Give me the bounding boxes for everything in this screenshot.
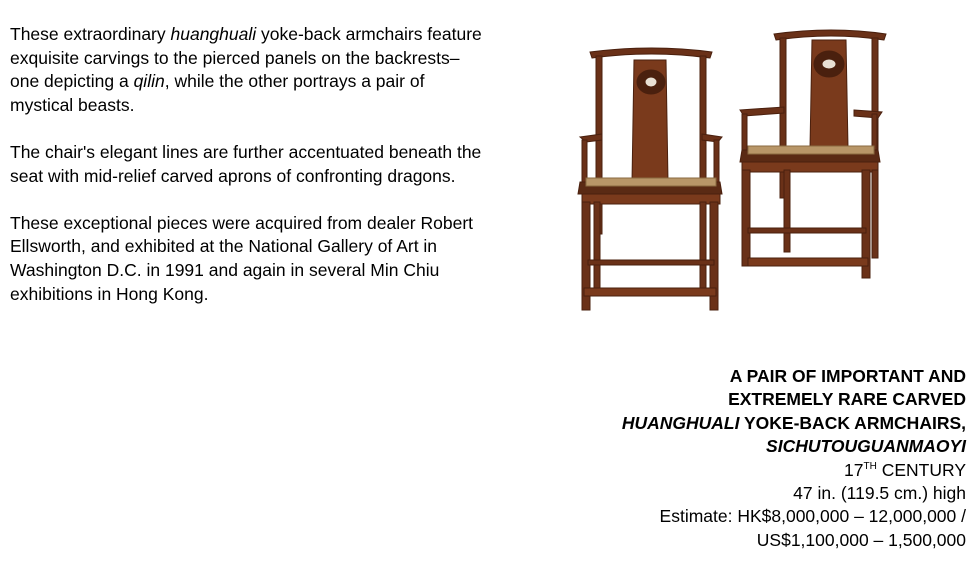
p1-text-middle: yoke-back armchairs feature exquisite carvings to the pierced panels on the backrests– one depicting a bbox=[10, 24, 482, 92]
caption-century bbox=[546, 459, 966, 482]
armchairs-photo bbox=[572, 22, 892, 317]
caption-title-line-1: A PAIR OF IMPORTANT AND bbox=[729, 366, 966, 386]
description-paragraph-3: These exceptional pieces were acquired from dealer Robert Ellsworth, and exhibited at the National Gallery of Art in Washington D.C. in 1991 and again in several Min Chiu exhibitions in Hong Kong. bbox=[10, 212, 474, 304]
lot-caption bbox=[546, 365, 966, 552]
caption-estimate-line-1: Estimate: HK$8,000,000 – 12,000,000 / bbox=[659, 506, 966, 527]
caption-century-word: CENTURY bbox=[876, 459, 966, 480]
caption-title-line-2: EXTREMELY RARE CARVED bbox=[728, 389, 966, 410]
left-armchair bbox=[578, 48, 722, 310]
p1-italic-term: huanghuali bbox=[170, 24, 257, 44]
p1-text-start: These extraordinary bbox=[10, 24, 171, 44]
caption-title-line-4 bbox=[546, 435, 966, 458]
p1-text-end: , while the other portrays a pair of mystical beasts. bbox=[10, 71, 425, 115]
right-armchair bbox=[740, 30, 886, 278]
caption-century-number: 17 bbox=[844, 459, 864, 480]
caption-century-superscript: TH bbox=[863, 460, 877, 472]
description-column bbox=[10, 23, 485, 306]
caption-italic-huanghuali: HUANGHUALI bbox=[621, 412, 740, 433]
p1-italic-qilin: qilin bbox=[133, 71, 165, 92]
caption-estimate-line-2: US$1,100,000 – 1,500,000 bbox=[756, 529, 966, 550]
description-paragraph-2: The chair's elegant lines are further accentuated beneath the seat with mid-relief carved aprons of confronting dragons. bbox=[10, 141, 482, 186]
caption-title-line-3 bbox=[546, 412, 966, 435]
caption-dimensions: 47 in. (119.5 cm.) high bbox=[793, 483, 966, 504]
description-paragraph-1 bbox=[10, 23, 485, 117]
caption-italic-sichutouguanmaoyi: SICHUTOUGUANMAOYI bbox=[766, 436, 966, 457]
caption-title-line-3-rest: YOKE-BACK ARMCHAIRS, bbox=[739, 412, 966, 433]
